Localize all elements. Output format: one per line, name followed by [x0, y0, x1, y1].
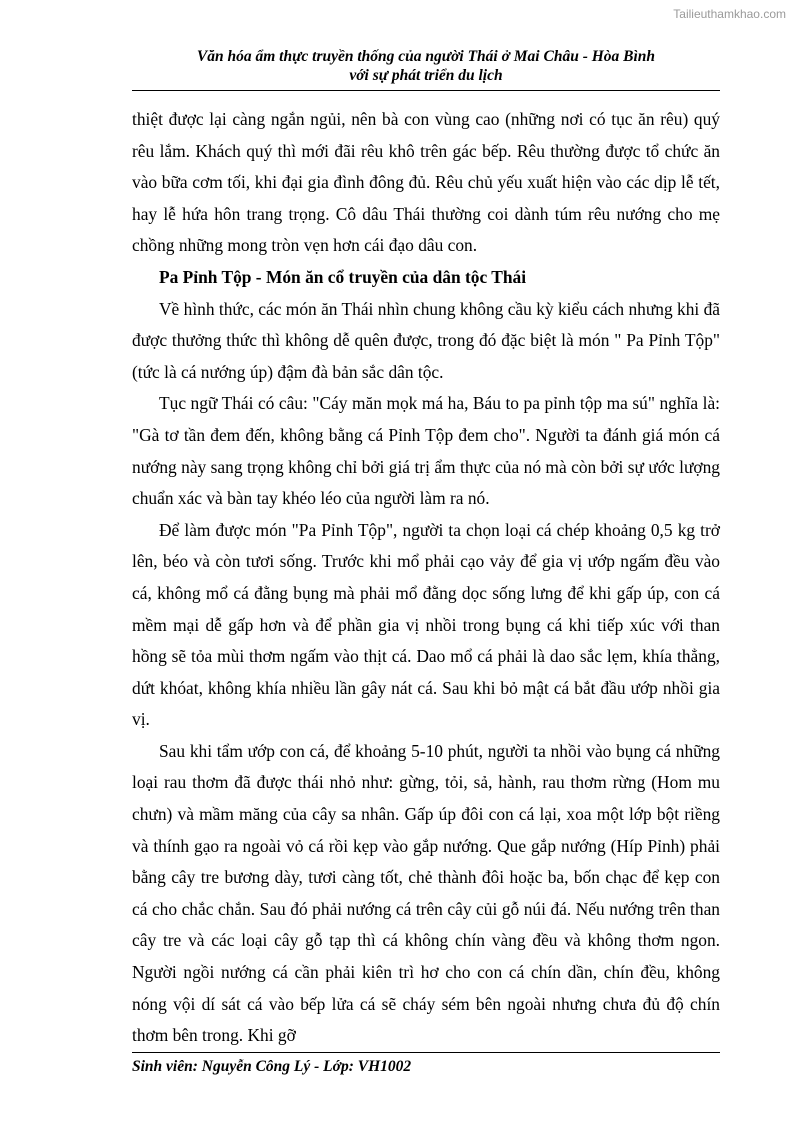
paragraph-3: Để làm được món "Pa Pỉnh Tộp", người ta chọn loại cá chép khoảng 0,5 kg trở lên, béo và còn tươi sống. Trước khi mổ phải cạo vảy để gia vị ướp ngấm đều vào cá, không mổ cá đằng bụng mà phải mổ đằng dọc sống lưng để khi gấp úp, con cá mềm mại dễ gấp hơn và để phần gia vị nhồi trong bụng cá khi tiếp xúc với than hồng sẽ tỏa mùi thơm ngấm vào thịt cá. Dao mổ cá phải là dao sắc lẹm, khía thẳng, dứt khóat, không khía nhiều lần gây nát cá. Sau khi bỏ mật cá bắt đầu ướp nhồi gia vị.	[132, 519, 720, 730]
header-title-line-1: Văn hóa ẩm thực truyền thống của người Thái ở Mai Châu - Hòa Bình	[196, 48, 656, 65]
section-heading: Pa Pỉnh Tộp - Món ăn cổ truyền của dân tộc Thái	[159, 266, 527, 287]
header-divider	[132, 90, 720, 91]
header-title-line-2: với sự phát triển du lịch	[349, 67, 503, 84]
running-header	[132, 47, 720, 85]
footer-divider	[132, 1052, 720, 1053]
paragraph-4: Sau khi tẩm ướp con cá, để khoảng 5-10 phút, người ta nhồi vào bụng cá những loại rau thơm đã được thái nhỏ như: gừng, tỏi, sả, hành, rau thơm rừng (Hom mu chưn) và mầm măng của cây sa nhân. Gấp úp đôi con cá lại, xoa một lớp bột riềng và thính gạo ra ngoài vỏ cá rồi kẹp vào gắp nướng. Que gắp nướng (Híp Pỉnh) phải bằng cây tre bương dày, tươi càng tốt, chẻ thành đôi hoặc ba, bốn chạc để kẹp con cá cho chắc chắn. Sau đó phải nướng cá trên cây củi gỗ núi đá. Nếu nướng trên than cây tre và các loại cây gỗ tạp thì cá không chín vàng đều và không thơm ngon. Người ngồi nướng cá cần phải kiên trì hơ cho con cá chín dần, chín đều, không nóng vội dí sát cá vào bếp lửa cá sẽ cháy sém bên ngoài nhưng chưa đủ độ chín thơm bên trong. Khi gỡ	[132, 740, 720, 1046]
running-footer: Sinh viên: Nguyễn Công Lý - Lớp: VH1002	[132, 1058, 412, 1075]
page-body	[132, 104, 720, 1052]
paragraph-continued: thiệt được lại càng ngắn ngủi, nên bà con vùng cao (những nơi có tục ăn rêu) quý rêu lắm. Khách quý thì mới đãi rêu khô trên gác bếp. Rêu thường được tổ chức ăn vào bữa cơm tối, khi đại gia đình đông đủ. Rêu chủ yếu xuất hiện vào các dịp lễ tết, hay lễ hứa hôn trang trọng. Cô dâu Thái thường coi dành túm rêu nướng cho mẹ chồng những mong tròn vẹn hơn cái đạo dâu con.	[132, 109, 720, 256]
paragraph-2: Tục ngữ Thái có câu: "Cáy măn mọk má ha, Báu to pa pỉnh tộp ma sú" nghĩa là: "Gà tơ tần đem đến, không bằng cá Pỉnh Tộp đem cho". Người ta đánh giá món cá nướng này sang trọng không chỉ bởi giá trị ẩm thực của nó mà còn bởi sự ước lượng chuẩn xác và bàn tay khéo léo của người làm ra nó.	[132, 393, 720, 509]
site-watermark: Tailieuthamkhao.com	[673, 7, 786, 21]
paragraph-1: Về hình thức, các món ăn Thái nhìn chung không cầu kỳ kiểu cách nhưng khi đã được thưởng thức thì không dễ quên được, trong đó đặc biệt là món " Pa Pỉnh Tộp" (tức là cá nướng úp) đậm đà bản sắc dân tộc.	[132, 298, 720, 382]
